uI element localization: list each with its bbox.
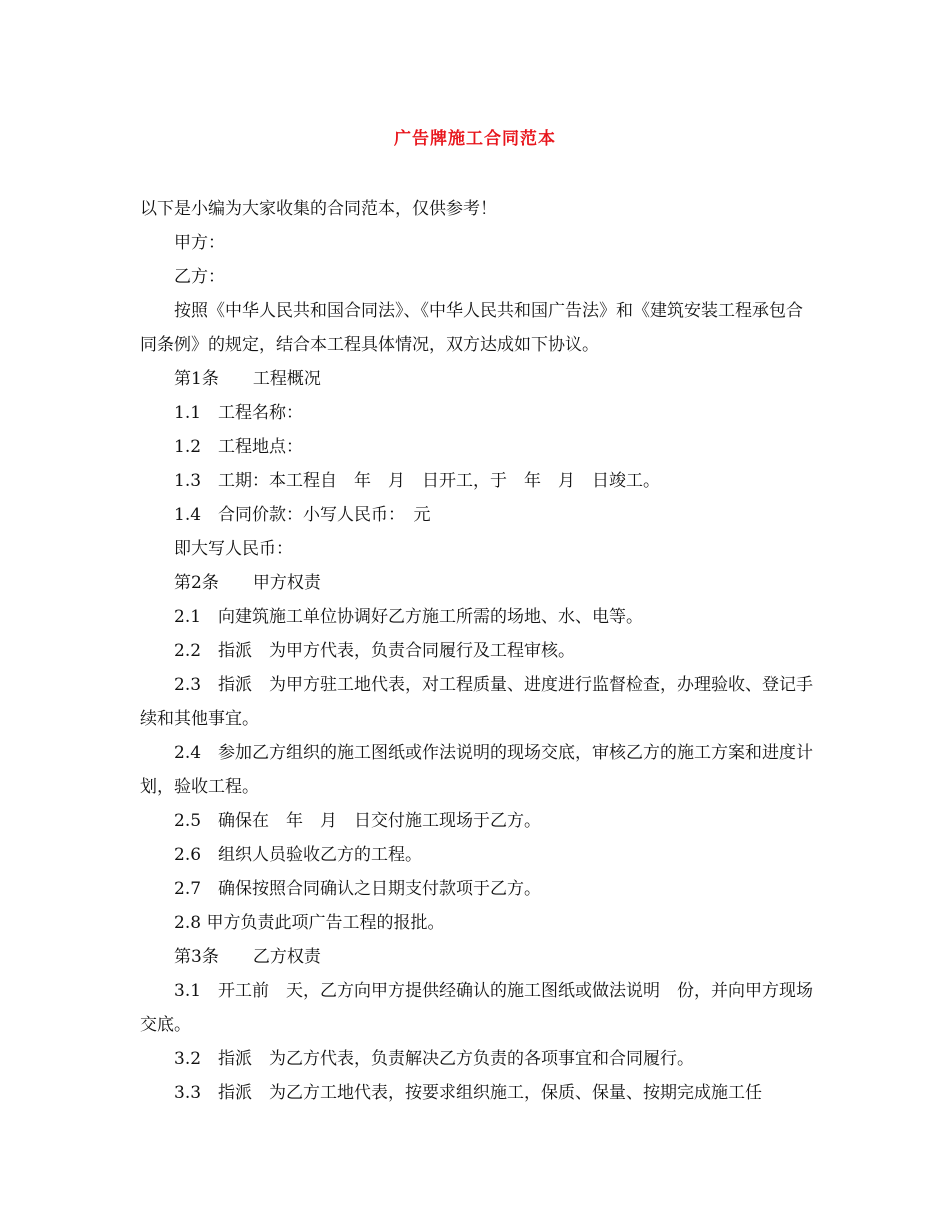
paragraph: 1.2 工程地点： xyxy=(174,437,304,457)
paragraph: 2.7 确保按照合同确认之日期支付款项于乙方。 xyxy=(174,879,542,899)
paragraph: 乙方： xyxy=(174,267,225,287)
document-title: 广告牌施工合同范本 xyxy=(394,129,556,149)
paragraph: 甲方： xyxy=(174,233,225,253)
paragraph: 2.4 参加乙方组织的施工图纸或作法说明的现场交底，审核乙方的施工方案和进度计划，验收工程。 xyxy=(140,743,814,797)
paragraph: 第2条 甲方权责 xyxy=(174,573,321,593)
paragraph: 按照《中华人民共和国合同法》、《中华人民共和国广告法》和《建筑安装工程承包合同条例》的规定，结合本工程具体情况，双方达成如下协议。 xyxy=(140,301,803,355)
paragraph: 2.5 确保在 年 月 日交付施工现场于乙方。 xyxy=(174,811,542,831)
paragraph: 1.3 工期：本工程自 年 月 日开工，于 年 月 日竣工。 xyxy=(174,471,661,491)
paragraph: 即大写人民币： xyxy=(174,539,293,559)
paragraph: 第1条 工程概况 xyxy=(174,369,321,389)
paragraph: 3.3 指派 为乙方工地代表，按要求组织施工，保质、保量、按期完成施工任 xyxy=(174,1083,763,1103)
paragraph: 2.2 指派 为甲方代表，负责合同履行及工程审核。 xyxy=(174,641,576,661)
paragraph: 第3条 乙方权责 xyxy=(174,947,321,967)
paragraph: 2.8 甲方负责此项广告工程的报批。 xyxy=(174,913,445,933)
paragraph: 以下是小编为大家收集的合同范本，仅供参考！ xyxy=(140,199,497,219)
paragraph: 2.6 组织人员验收乙方的工程。 xyxy=(174,845,423,865)
paragraph: 3.1 开工前 天，乙方向甲方提供经确认的施工图纸或做法说明 份，并向甲方现场交底。 xyxy=(140,981,814,1035)
document-body xyxy=(140,192,815,1110)
paragraph: 3.2 指派 为乙方代表，负责解决乙方负责的各项事宜和合同履行。 xyxy=(174,1049,695,1069)
paragraph: 1.1 工程名称： xyxy=(174,403,304,423)
paragraph: 1.4 合同价款：小写人民币： 元 xyxy=(174,505,431,525)
paragraph: 2.1 向建筑施工单位协调好乙方施工所需的场地、水、电等。 xyxy=(174,607,644,627)
paragraph: 2.3 指派 为甲方驻工地代表，对工程质量、进度进行监督检查，办理验收、登记手续和其他事宜。 xyxy=(140,675,814,729)
